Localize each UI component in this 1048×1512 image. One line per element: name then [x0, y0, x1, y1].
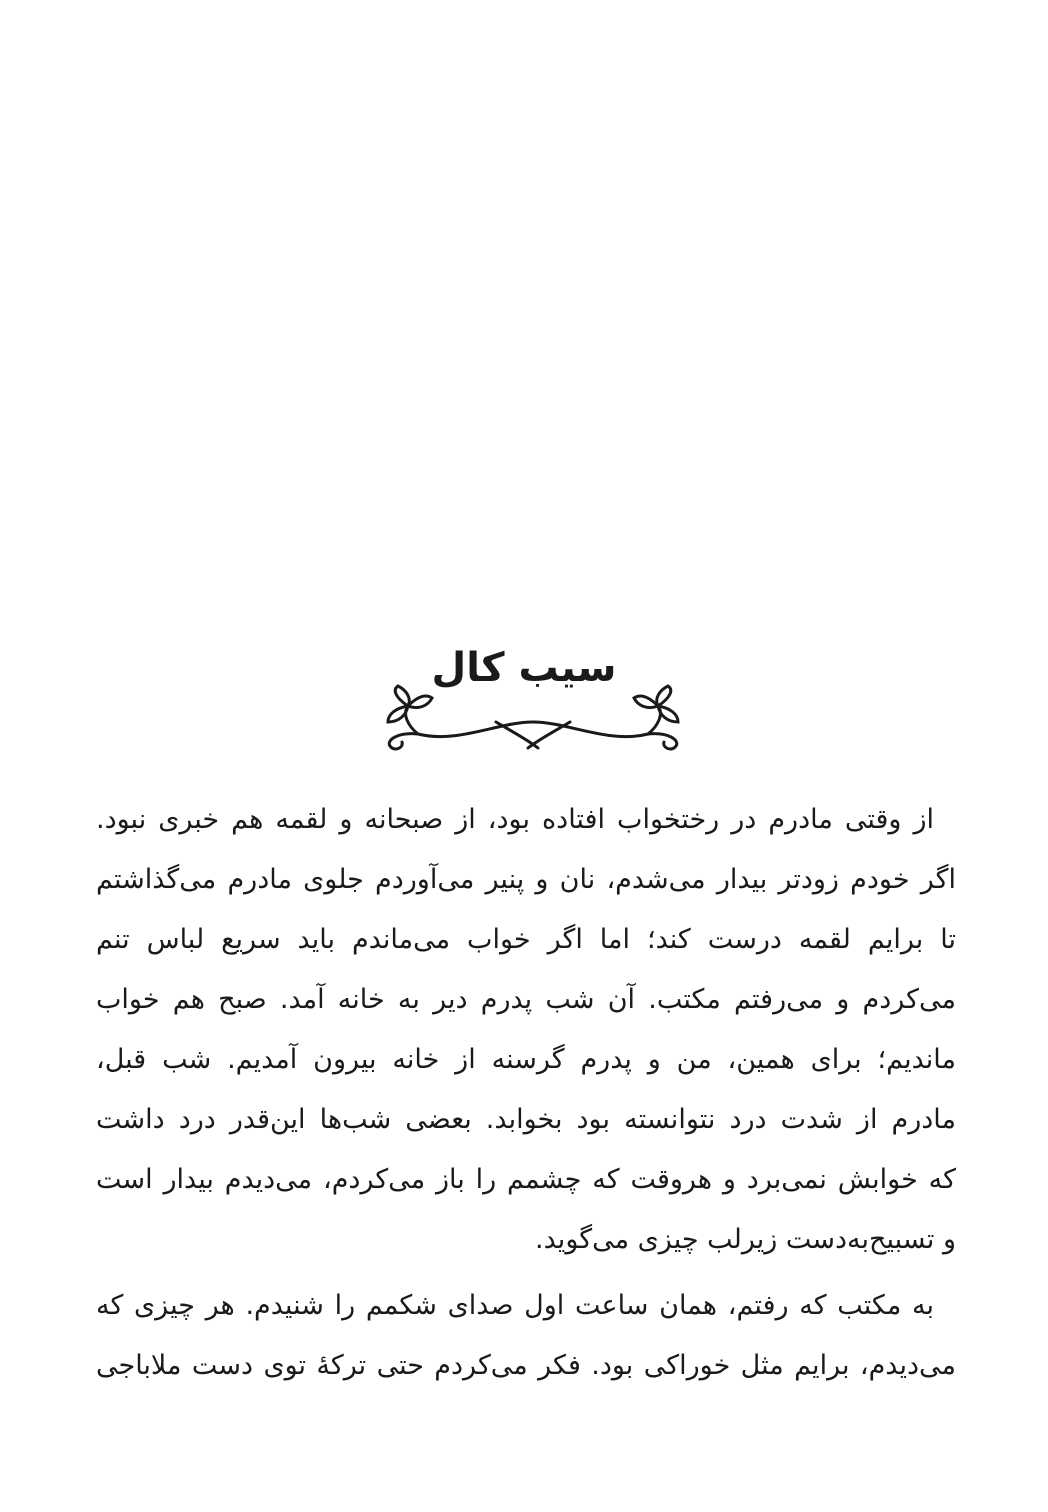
text-line: که خوابش نمی‌برد و هروقت که چشمم را باز می‌کردم، می‌دیدم بیدار است: [96, 1164, 956, 1195]
text-line: به مکتب که رفتم، همان ساعت اول صدای شکمم را شنیدم. هر چیزی که: [96, 1290, 934, 1321]
text-line: و تسبیح‌به‌دست زیرلب چیزی می‌گوید.: [535, 1224, 956, 1255]
text-line: اگر خودم زودتر بیدار می‌شدم، نان و پنیر می‌آوردم جلوی مادرم می‌گذاشتم: [96, 864, 956, 895]
body-text: [96, 790, 956, 1396]
text-line: تا برایم لقمه درست کند؛ اما اگر خواب می‌ماندم باید سریع لباس تنم: [96, 924, 956, 955]
text-line: می‌دیدم، برایم مثل خوراکی بود. فکر می‌کردم حتی ترکهٔ توی دست ملاباجی: [96, 1350, 956, 1381]
text-line: مادرم از شدت درد نتوانسته بود بخوابد. بعضی شب‌ها این‌قدر درد داشت: [96, 1104, 956, 1135]
paragraph: [96, 790, 956, 1270]
floral-divider-icon: [378, 682, 688, 752]
text-line: می‌کردم و می‌رفتم مکتب. آن شب پدرم دیر به خانه آمد. صبح هم خواب: [96, 984, 956, 1015]
paragraph: [96, 1276, 956, 1396]
text-line: از وقتی مادرم در رختخواب افتاده بود، از صبحانه و لقمه هم خبری نبود.: [96, 804, 934, 835]
chapter-title: سیب کال: [431, 645, 617, 691]
text-line: ماندیم؛ برای همین، من و پدرم گرسنه از خانه بیرون آمدیم. شب قبل،: [96, 1044, 956, 1075]
